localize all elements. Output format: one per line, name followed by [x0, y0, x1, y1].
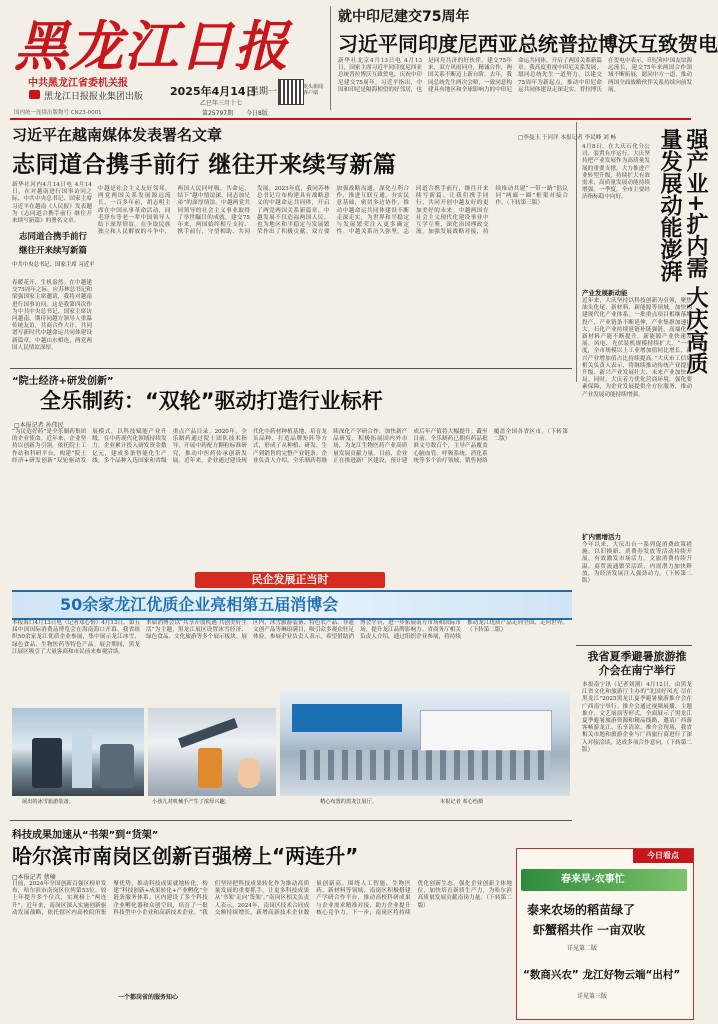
top-headline: 习近平同印度尼西亚总统普拉博沃互致贺电 — [338, 32, 718, 56]
qr-label: 龙头新闻客户端 — [303, 84, 324, 96]
publication-codes: 国内统一连续出版物号 CN23-0001 — [14, 110, 102, 116]
right-subhead-1: 产业发展新动能 — [582, 289, 628, 297]
tourism-headline-text: 我省夏季避暑旅游推介会在南宁举行 — [587, 650, 687, 677]
preview-item-3-page: 详见第三版 — [577, 993, 608, 1000]
harbin-byline: □本报记者 蔡楠 — [12, 874, 56, 881]
preview-badge-text: 今日看点 — [647, 851, 679, 860]
top-story-body: 新华社北京4月13日电 4月13日，国家主席习近平同印度尼西亚总统普拉博沃互致贺电，庆祝中印尼建交75周年。习近平指出，中国和印尼是隔海相望的好邻居，也是同舟共济的好伙伴。建交75年来，双方风雨同舟，精诚合作，两国关系不断迈上新台阶。去年，我同总统先生两次会晤，一致同意构建具有地区和全球影响力的中印尼命运共同体，开启了两国关系新篇章。我高度重视中印尼关系发展，愿同总统先生一道努力，以建交75周年为新起点，推动中印尼命运共同体建设走深走实。普拉博沃在贺电中表示，印尼和中国友谊源远流长，建交75年来两国合作领域不断拓展，愿同中方一道，推动两国全面战略伙伴关系持续向前发展。 — [338, 58, 692, 93]
lunar-date: 乙巳年三月十七 — [200, 100, 243, 107]
expo-ribbon — [195, 572, 385, 588]
expo-headline: 50余家龙江优质企业亮相第五届消博会 — [60, 595, 339, 614]
lead-body-col1b: 春暖花开，生机盎然。在中越建交75周年之际，应苏林总书记和梁强国家主席邀请，我将对越南进行国事访问。这是我第四次作为中共中央总书记、国家主席访问越南，期待同越方领导人重温传统友谊，共商合作大计，共同谱写新时代中越命运共同体建设新篇章。中越山水相连，两党两国人民情谊深厚。 — [12, 280, 92, 351]
expo-ribbon-text: 民企发展正当时 — [251, 573, 329, 586]
lead-body-col1: 新华社河内4月14日电 4月14日，在对越南进行国事访问之际，中共中央总书记、国家主席习近平在越南《人民报》发表题为《志同道合携手前行 继往开来续写新篇》的署名文章。 — [12, 182, 92, 225]
right-subhead-2: 扩内需增活力 — [582, 533, 621, 541]
expo-photo-ice-gear — [12, 708, 144, 796]
harbin-body: 日前，2024年全国创新百强区榜单发布，哈尔滨市南岗区位列第53位，较上年提升多个位次，实现榜上“两连升”。近年来，南岗区深入实施创新驱动发展战略，依托辖区内高校院所集聚优势，推动科技成果就地转化，构建“科技创新+成果转化+产业孵化”全链条服务体系。区内建设了多个科技企业孵化器和众创空间，培育了一批科技型中小企业和高新技术企业。“我们坚持把科技成果转化作为推动高质量发展的重要抓手，让更多科技成果从‘书架’走向‘货架’。”南岗区相关负责人表示。2024年，南岗区技术合同成交额持续增长，新增高新技术企业数量创新高。围绕人工智能、生物医药、新材料等领域，南岗区积极搭建产学研合作平台，推动高校科研成果与企业需求精准对接，助力企业提升核心竞争力。下一步，南岗区将持续优化创新生态，强化企业创新主体地位，加快培育新质生产力，为哈尔滨高质量发展贡献南岗力量。（下转第二版） — [12, 881, 512, 916]
qr-code-icon — [278, 79, 304, 105]
right-body-1: 4月8日，在大庆石化分公司，装置有序运行。大庆坚持把产业发展作为高质量发展的重要支撑，大力推进产业转型升级，持续扩大有效需求，高质量发展动能持续增强。一季度，全市主要经济指标稳中向好。 — [582, 144, 650, 201]
lead-byline: 中共中央总书记、国家主席 习近平 — [12, 262, 95, 268]
preview-item-3[interactable]: “数商兴农” 龙江好物云端“出村” — [523, 969, 681, 981]
top-headline-kicker: 就中印尼建交75周年 — [338, 9, 470, 25]
expo-photo-robot-arm — [148, 708, 276, 796]
lead-subtitle-2: 继往开来续写新篇 — [18, 246, 87, 256]
expo-photo-credit: 本报记者 邓心怡摄 — [440, 799, 484, 805]
pharma-kicker: “院士经济+研发创新” — [12, 376, 114, 387]
lead-subtitle-1: 志同道合携手前行 — [18, 232, 87, 242]
expo-caption-2: 小孩儿对机械手产生了浓厚兴趣。 — [152, 799, 230, 805]
tourism-headline — [584, 650, 690, 678]
harbin-headline: 哈尔滨市南岗区创新百强榜上“两连升” — [12, 844, 359, 868]
preview-item-12-page: 详见第二版 — [567, 945, 598, 952]
publisher-logo-icon — [29, 90, 40, 99]
tourism-body: 本报南宁讯（记者刘浏）4月12日，由黑龙江省文化和旅游厅主办的“北国好风光 尽在黑龙江”2025黑龙江夏季避暑旅游推介会在广西南宁举行。推介会通过视频展播、主题推介、文艺展演等形式，全面展示了黑龙江夏季避暑旅游资源和精品线路，邀请广西游客畅游龙江、乐享清凉。推介会现场，我省相关市地和旅游企业与广西旅行商进行了深入对接洽谈，达成多项合作意向。（下转第二版） — [582, 682, 692, 753]
pharma-body: “为民造好药”是全乐制药集团的企业使命。近年来，企业坚持以创新为引领，依托院士工作站和科研平台，构建“院士经济+研发创新”双轮驱动发展模式，以科技赋能产业升级，在中药现代化领域持续发力。企业累计投入研发资金数亿元，建成多条智能化生产线，多个品种入选国家和省级重点产品目录。2020年，全乐制药通过院士团队技术指导，开展中药配方颗粒标准研究，推动中医药传承创新发展。近年来，企业通过建设现代化中药材种植基地、培育龙头品种、打造品牌矩阵等方式，形成了从种植、研发、生产到销售的完整产业链条。企业负责人介绍，全乐制药将继续深化产学研合作，加快新产品研发，积极拓展国内外市场，为龙江生物医药产业高质量发展贡献力量。目前，企业正在推进新厂区建设，预计建成后年产值将大幅提升。截至目前，全乐制药已拥有药品批准文号数百个，主导产品覆盖心脑血管、呼吸系统、消化系统等多个治疗领域，销售网络覆盖全国各省区市。（下转第二版） — [12, 429, 568, 464]
issue-date: 2025年4月14日 — [170, 85, 257, 98]
expo-body-right: 本届消博会以“共享开放机遇 共创美好生活”为主题，黑龙江展区设置冰雪经济、绿色食品、文化旅游等多个展示板块。展区内，冰雪旅游装备、特色农产品、非遗文创产品等琳琅满目，吸引众多观众驻足体验。参展企业负责人表示，希望借助消博会平台，进一步拓展南方市场和国际市场，提升龙江品牌影响力。省商务厅相关负责人介绍，通过组织企业参展，将持续推动龙江优质产品走向全国、走向世界。（下转第二版） — [146, 620, 568, 641]
lead-headline: 志同道合携手前行 继往开来续写新篇 — [12, 152, 397, 178]
expo-caption-1: 展出的冰雪旅游装备。 — [22, 799, 74, 805]
lead-kicker: 习近平在越南媒体发表署名文章 — [12, 126, 223, 144]
preview-item-1[interactable]: 泰来农场的稻苗绿了 — [527, 903, 636, 917]
expo-caption-3: 精心布置的黑龙江展厅。 — [320, 799, 378, 805]
issue-number: 第25797期 — [202, 110, 234, 117]
publisher-label: 黑龙江日报报业集团出版 — [44, 92, 144, 102]
lead-body-cols: 中越是社会主义友好邻邦，两党两国关系发展源远流长。一百多年前，胡志明主席在中国从事革命活动，同毛泽东等老一辈中国领导人结下深厚情谊。在争取民族独立和人民解放的斗争中，两国人民同呼吸、共命运，结下“越中情谊深，同志加兄弟”的深厚情谊。中越两党共同领导的社会主义事业取得了举世瞩目的成就。建交75年来，两国始终相互支持、携手前行，守望相助、共同发展。2023年底，我同苏林总书记宣布构建具有战略意义的中越命运共同体，开启了两党两国关系新篇章。中越发展不仅造福两国人民，也为地区和平稳定与发展繁荣作出了积极贡献。双方要加强战略沟通，深化互利合作，推进互联互通，夯实民意基础，密切多边协作，推动中越命运共同体建设不断走深走实，为世界和平稳定与发展繁荣注入更多确定性。中越关系历久弥坚，志同道合携手前行，继往开来续写新篇。让我们携手同行，共同开创中越友好的更加美好的未来。中越两国在社会主义现代化建设事业中互学互鉴，深化治国理政交流，加强发展战略对接，持续推动共建“一带一路”倡议同“两廊一圈”框架对接合作。（下转第三版） — [98, 186, 568, 236]
right-body-2: 近年来，大庆坚持以科技创新为引领，聚焦油头化尾、新材料、新能源等领域，加快构建现代化产业体系。一批重点项目相继落地投产，产业链条不断延伸，产业集群加速壮大。石化产业持续延链补链强链，高端化工新材料产能不断提升。新能源产业快速发展，风电、光伏装机规模持续扩大。“一季度，全市规模以上工业增加值同比增长，新兴产业增加值占比持续提高。”大庆市工信局相关负责人表示，将继续推动传统产业提质升级、新兴产业发展壮大、未来产业加快布局。同时，大庆着力优化营商环境，强化要素保障，为企业发展提供全方位服务，推动产业发展动能持续增强。 — [582, 298, 692, 398]
preview-badge — [633, 849, 693, 863]
right-headline: 强产业+扩内需 大庆高质量发展动能澎湃 — [657, 128, 708, 375]
right-body-3: 今年以来，大庆出台一系列促消费政策措施，以旧换新、消费券发放等活动持续开展，有效激发市场活力。文旅消费持续升温，商贸流通繁荣活跃，内需潜力加快释放，为经济发展注入强劲动力。（下转第二版） — [582, 542, 692, 585]
issue-weekday: 星期一 — [250, 87, 278, 97]
party-org-label: 中共黑龙江省委机关报 — [28, 78, 128, 89]
expo-body-left: 本报海口4月13日电（记者邓心怡）4月13日，第五届中国国际消费品博览会在海南海口开幕。我省组织50余家龙江优质企业参展，集中展示龙江冰雪、绿色食品、生物医药等特色产品。展会期间，黑龙江展区吸引了大量客商和市民前来参观洽谈。 — [12, 620, 140, 655]
pharma-headline: 全乐制药：“双轮”驱动打造行业标杆 — [40, 389, 383, 413]
expo-headline-bar — [12, 590, 572, 620]
preview-item-2[interactable]: 虾蟹稻共作 一亩双收 — [533, 923, 646, 937]
harbin-subhead: 一个都岗省的服务知心 — [118, 994, 179, 1001]
expo-photo-hall — [280, 690, 570, 796]
pharma-byline: □本报记者 孙伟民 — [14, 422, 64, 429]
preview-box — [516, 848, 694, 1020]
masthead — [0, 0, 718, 120]
lead-subtitle-box — [12, 230, 94, 278]
page-count: 今日8版 — [246, 110, 268, 117]
preview-banner-text: 春来早·农事忙 — [561, 874, 625, 885]
harbin-kicker: 科技成果加速从“书架”到“货架” — [12, 830, 159, 841]
newspaper-logo: 黑龙江日报 — [14, 14, 289, 78]
right-byline: □李曼玉 于河洋 本报记者 李民峰 刘 畅 — [518, 135, 617, 141]
preview-banner — [521, 869, 687, 891]
